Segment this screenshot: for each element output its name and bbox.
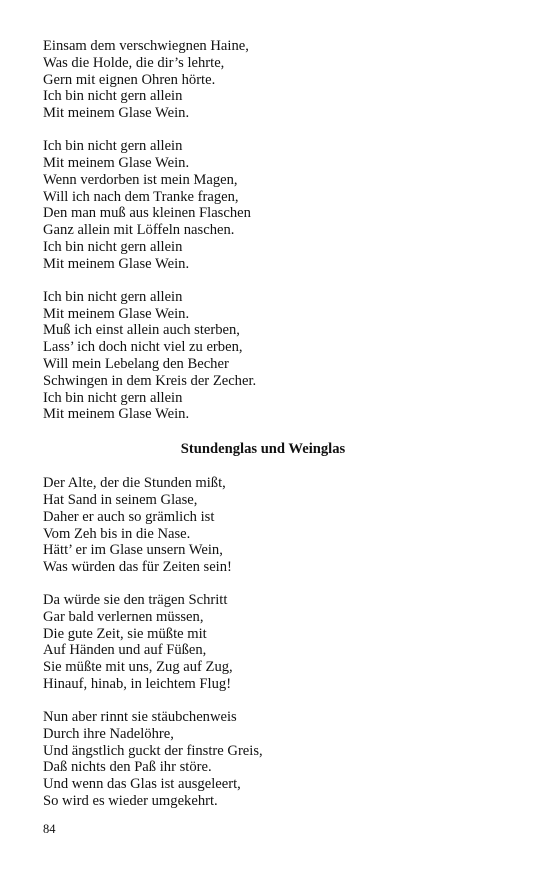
verse-line: Hinauf, hinab, in leichtem Flug! xyxy=(43,676,232,693)
verse-line: Mit meinem Glase Wein. xyxy=(43,406,190,423)
verse-line: Vom Zeh bis in die Nase. xyxy=(43,525,191,542)
poem1-stanza-1 xyxy=(43,38,483,122)
verse-line: Mit meinem Glase Wein. xyxy=(43,105,190,122)
verse-line: Mit meinem Glase Wein. xyxy=(43,154,190,171)
verse-line: Nun aber rinnt sie stäubchenweis xyxy=(43,709,237,726)
verse-line: Ich bin nicht gern allein xyxy=(43,389,183,406)
verse-line: So wird es wieder umgekehrt. xyxy=(43,793,218,810)
verse-line: Gern mit eignen Ohren hörte. xyxy=(43,71,216,88)
poem-stundenglas xyxy=(43,475,483,810)
stanza-gap xyxy=(43,122,483,138)
verse-line: Will mein Lebelang den Becher xyxy=(43,355,229,372)
verse-line: Ich bin nicht gern allein xyxy=(43,88,183,105)
verse-line: Wenn verdorben ist mein Magen, xyxy=(43,171,238,188)
verse-line: Sie müßte mit uns, Zug auf Zug, xyxy=(43,659,233,676)
poem2-stanza-2 xyxy=(43,592,483,693)
stanza-gap xyxy=(43,693,483,709)
verse-line: Muß ich einst allein auch sterben, xyxy=(43,322,240,339)
poem2-stanza-3 xyxy=(43,709,483,810)
poem-title: Stundenglas und Weinglas xyxy=(180,441,346,458)
verse-line: Auf Händen und auf Füßen, xyxy=(43,642,207,659)
verse-line: Den man muß aus kleinen Flaschen xyxy=(43,205,251,222)
verse-line: Einsam dem verschwiegnen Haine, xyxy=(43,38,249,54)
verse-line: Und ängstlich guckt der finstre Greis, xyxy=(43,742,263,759)
book-page xyxy=(43,38,483,810)
verse-line: Daß nichts den Paß ihr störe. xyxy=(43,759,212,776)
verse-line: Durch ihre Nadelöhre, xyxy=(43,725,174,742)
verse-line: Ganz allein mit Löffeln naschen. xyxy=(43,222,235,239)
verse-line: Ich bin nicht gern allein xyxy=(43,238,183,255)
verse-line: Ich bin nicht gern allein xyxy=(43,288,183,305)
verse-line: Da würde sie den trägen Schritt xyxy=(43,592,228,609)
verse-line: Will ich nach dem Tranke fragen, xyxy=(43,188,239,205)
verse-line: Ich bin nicht gern allein xyxy=(43,138,183,155)
verse-line: Mit meinem Glase Wein. xyxy=(43,305,190,322)
verse-line: Mit meinem Glase Wein. xyxy=(43,255,190,272)
verse-line: Lass’ ich doch nicht viel zu erben, xyxy=(43,339,243,356)
page-number: 84 xyxy=(43,822,56,836)
verse-line: Gar bald verlernen müssen, xyxy=(43,608,204,625)
stanza-gap xyxy=(43,576,483,592)
poem1-stanza-3 xyxy=(43,289,483,423)
poem1-stanza-2 xyxy=(43,138,483,272)
verse-line: Die gute Zeit, sie müßte mit xyxy=(43,625,207,642)
verse-line: Was die Holde, die dir’s lehrte, xyxy=(43,54,225,71)
verse-line: Der Alte, der die Stunden mißt, xyxy=(43,475,226,492)
poem2-stanza-1 xyxy=(43,475,483,576)
verse-line: Hat Sand in seinem Glase, xyxy=(43,491,198,508)
poem-continued xyxy=(43,38,483,423)
verse-line: Und wenn das Glas ist ausgeleert, xyxy=(43,776,241,793)
verse-line: Daher er auch so grämlich ist xyxy=(43,508,215,525)
stanza-gap xyxy=(43,273,483,289)
verse-line: Hätt’ er im Glase unsern Wein, xyxy=(43,542,223,559)
verse-line: Schwingen in dem Kreis der Zecher. xyxy=(43,372,257,389)
verse-line: Was würden das für Zeiten sein! xyxy=(43,559,232,576)
